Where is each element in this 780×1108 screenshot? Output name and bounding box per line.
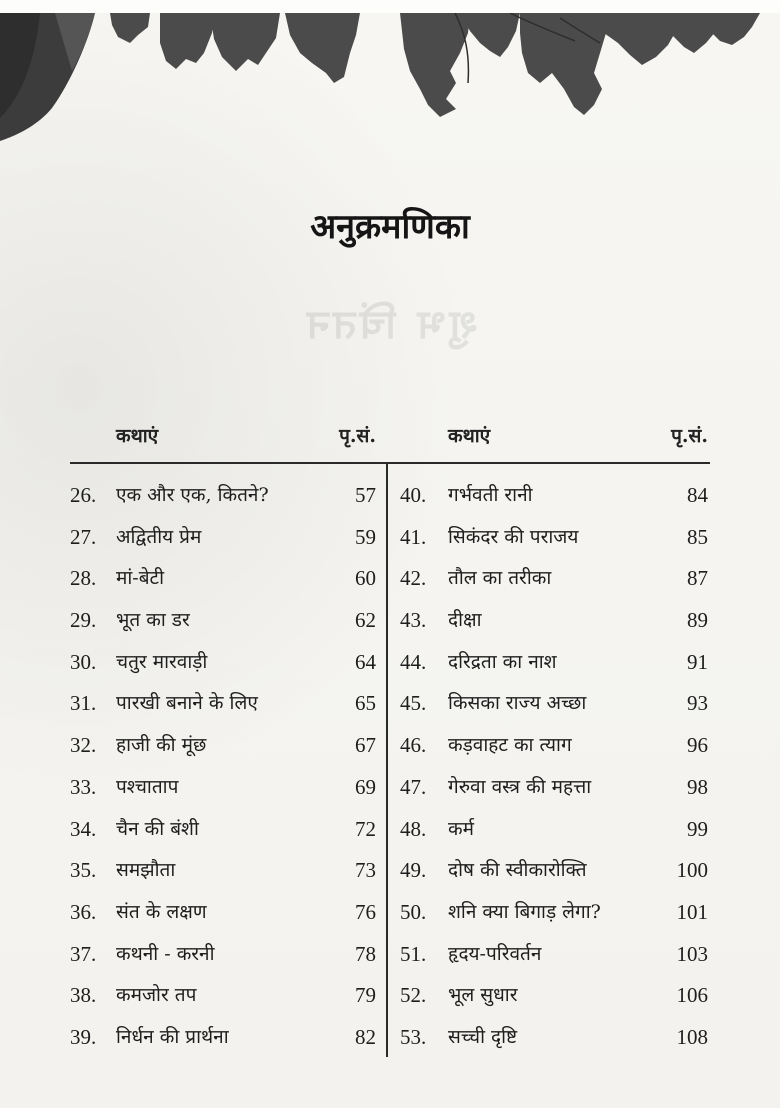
- entry-title: दोष की स्वीकारोक्ति: [448, 859, 587, 882]
- entry-page: 106: [676, 983, 708, 1008]
- entry-number: 49.: [400, 858, 427, 883]
- entry-title: कमजोर तप: [116, 984, 197, 1007]
- entry-title: दरिद्रता का नाश: [448, 650, 557, 673]
- toc-left-column: [70, 474, 376, 1058]
- toc-entry[interactable]: [70, 682, 376, 724]
- entry-number: 44.: [400, 649, 427, 674]
- entry-title: तौल का तरीका: [448, 567, 552, 590]
- entry-page: 64: [355, 649, 376, 674]
- header-stories-right: कथाएं: [448, 425, 491, 447]
- toc-entry[interactable]: [400, 808, 708, 850]
- toc-entry[interactable]: [400, 641, 708, 683]
- entry-page: 62: [355, 608, 376, 633]
- entry-page: 101: [676, 899, 708, 924]
- entry-page: 72: [355, 816, 376, 841]
- entry-number: 36.: [70, 899, 97, 924]
- column-divider: [386, 463, 388, 1057]
- table-of-contents: [70, 412, 710, 1049]
- entry-page: 87: [687, 566, 708, 591]
- entry-page: 96: [687, 733, 708, 758]
- entry-page: 65: [355, 691, 376, 716]
- header-page-right: पृ.सं.: [671, 425, 708, 447]
- toc-entry[interactable]: [70, 849, 376, 891]
- entry-page: 108: [676, 1024, 708, 1049]
- entry-title: कड़वाहट का त्याग: [448, 734, 572, 757]
- entry-number: 50.: [400, 899, 427, 924]
- entry-title: सिकंदर की पराजय: [448, 525, 579, 548]
- entry-number: 35.: [70, 858, 97, 883]
- entry-page: 79: [355, 983, 376, 1008]
- entry-title: पश्चाताप: [116, 775, 179, 798]
- entry-number: 29.: [70, 608, 97, 633]
- entry-title: चैन की बंशी: [116, 817, 199, 840]
- entry-number: 52.: [400, 983, 427, 1008]
- entry-number: 28.: [70, 566, 97, 591]
- entry-title: मां-बेटी: [116, 567, 165, 590]
- entry-page: 59: [355, 524, 376, 549]
- entry-number: 43.: [400, 608, 427, 633]
- toc-entry[interactable]: [70, 1016, 376, 1058]
- header-stories-left: कथाएं: [116, 425, 159, 447]
- toc-entry[interactable]: [400, 474, 708, 516]
- entry-title: भूल सुधार: [448, 984, 518, 1007]
- toc-entry[interactable]: [400, 1016, 708, 1058]
- entry-title: पारखी बनाने के लिए: [116, 692, 258, 715]
- entry-title: हृदय-परिवर्तन: [448, 942, 542, 965]
- toc-right-column: [400, 474, 708, 1058]
- entry-title: संत के लक्षण: [116, 900, 207, 923]
- entry-number: 31.: [70, 691, 97, 716]
- entry-number: 51.: [400, 941, 427, 966]
- scan-top-margin: [0, 0, 780, 13]
- entry-number: 32.: [70, 733, 97, 758]
- header-page-left: पृ.सं.: [339, 425, 376, 447]
- entry-title: एक और एक, कितने?: [116, 484, 269, 506]
- toc-entry[interactable]: [400, 933, 708, 975]
- entry-page: 93: [687, 691, 708, 716]
- entry-title: गेरुवा वस्त्र की महत्ता: [448, 775, 592, 798]
- entry-title: कर्म: [448, 817, 474, 840]
- entry-number: 40.: [400, 483, 427, 507]
- toc-entry[interactable]: [70, 599, 376, 641]
- entry-page: 84: [687, 483, 708, 507]
- toc-entry[interactable]: [400, 724, 708, 766]
- entry-page: 73: [355, 858, 376, 883]
- header-rule: [70, 462, 710, 464]
- entry-number: 47.: [400, 774, 427, 799]
- toc-entry[interactable]: [400, 682, 708, 724]
- entry-page: 69: [355, 774, 376, 799]
- entry-title: गर्भवती रानी: [448, 484, 533, 506]
- entry-page: 89: [687, 608, 708, 633]
- toc-entry[interactable]: [400, 557, 708, 599]
- entry-page: 76: [355, 899, 376, 924]
- entry-number: 42.: [400, 566, 427, 591]
- toc-entry[interactable]: [70, 891, 376, 933]
- entry-number: 45.: [400, 691, 427, 716]
- toc-entry[interactable]: [400, 974, 708, 1016]
- entry-page: 98: [687, 774, 708, 799]
- entry-number: 46.: [400, 733, 427, 758]
- toc-entry[interactable]: [70, 516, 376, 558]
- entry-page: 60: [355, 566, 376, 591]
- entry-title: हाजी की मूंछ: [116, 734, 207, 757]
- toc-entry[interactable]: [70, 974, 376, 1016]
- entry-title: निर्धन की प्रार्थना: [116, 1025, 229, 1048]
- tree-branch-illustration: [0, 13, 780, 143]
- entry-number: 34.: [70, 816, 97, 841]
- toc-entry[interactable]: [400, 849, 708, 891]
- toc-entry[interactable]: [70, 724, 376, 766]
- entry-title: सच्ची दृष्टि: [448, 1025, 518, 1048]
- entry-number: 38.: [70, 983, 97, 1008]
- entry-title: भूत का डर: [116, 609, 190, 632]
- entry-number: 30.: [70, 649, 97, 674]
- toc-header: [70, 412, 710, 462]
- toc-entry[interactable]: [400, 891, 708, 933]
- entry-number: 39.: [70, 1024, 97, 1049]
- toc-entry[interactable]: [400, 516, 708, 558]
- entry-page: 67: [355, 733, 376, 758]
- entry-page: 78: [355, 941, 376, 966]
- entry-title: शनि क्या बिगाड़ लेगा?: [448, 900, 601, 923]
- entry-title: कथनी - करनी: [116, 942, 215, 965]
- toc-entry[interactable]: [70, 808, 376, 850]
- toc-entry[interactable]: [400, 766, 708, 808]
- entry-number: 53.: [400, 1024, 427, 1049]
- toc-entry[interactable]: [70, 766, 376, 808]
- entry-title: दीक्षा: [448, 609, 482, 632]
- entry-page: 91: [687, 649, 708, 674]
- toc-entry[interactable]: [70, 474, 376, 516]
- entry-title: समझौता: [116, 859, 176, 882]
- entry-number: 48.: [400, 816, 427, 841]
- entry-page: 85: [687, 524, 708, 549]
- entry-title: चतुर मारवाड़ी: [116, 650, 208, 673]
- entry-page: 99: [687, 816, 708, 841]
- entry-number: 26.: [70, 483, 97, 507]
- bleed-through-text: शुभ चिंतन: [303, 301, 478, 348]
- toc-entry[interactable]: [70, 641, 376, 683]
- entry-title: अद्वितीय प्रेम: [116, 525, 202, 548]
- entry-title: किसका राज्य अच्छा: [448, 692, 587, 715]
- entry-number: 37.: [70, 941, 97, 966]
- entry-page: 103: [676, 941, 708, 966]
- toc-entry[interactable]: [70, 557, 376, 599]
- toc-entry[interactable]: [400, 599, 708, 641]
- entry-number: 33.: [70, 774, 97, 799]
- entry-page: 82: [355, 1024, 376, 1049]
- entry-page: 57: [355, 483, 376, 507]
- entry-number: 41.: [400, 524, 427, 549]
- entry-number: 27.: [70, 524, 97, 549]
- entry-page: 100: [676, 858, 708, 883]
- toc-entry[interactable]: [70, 933, 376, 975]
- page-title: अनुक्रमणिका: [310, 207, 470, 247]
